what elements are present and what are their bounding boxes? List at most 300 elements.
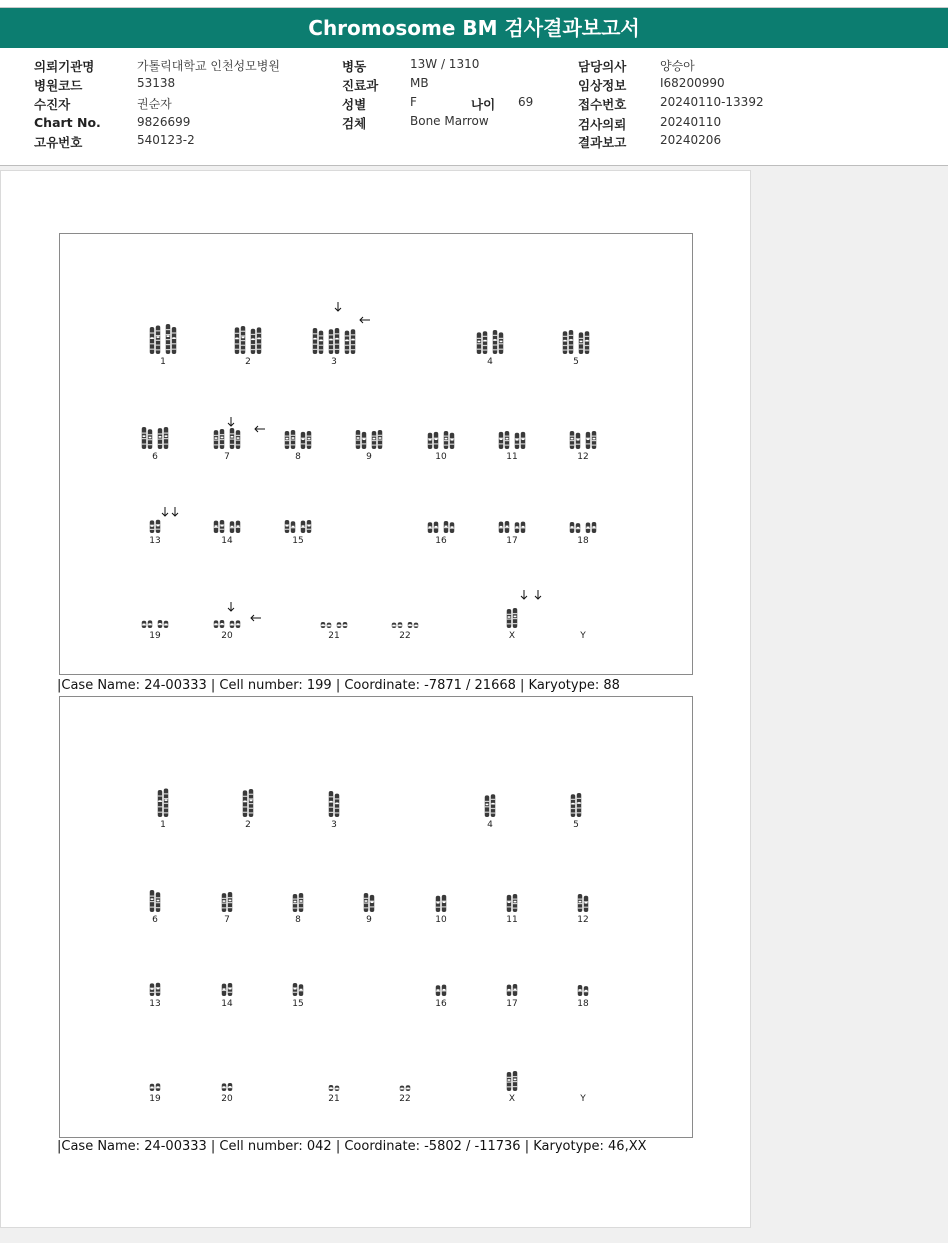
karyogram-image: [60, 234, 692, 674]
chromosome-band: [483, 345, 488, 346]
chromosome-number-label: 3: [331, 357, 337, 367]
centromere: [514, 901, 517, 903]
chromosome-band: [148, 444, 153, 445]
centromere: [242, 337, 245, 339]
chromosome-band: [356, 435, 361, 436]
chromosome-mark: [228, 892, 233, 912]
chromosome-mark: [150, 983, 155, 996]
chromosome-band: [364, 903, 369, 904]
centromere: [373, 438, 376, 440]
centromere: [151, 337, 154, 339]
chromosome-number-label: 12: [577, 915, 589, 925]
chromosome-number-label: 21: [328, 1094, 340, 1104]
centromere: [363, 438, 366, 440]
chromosome-mark: [329, 1085, 334, 1091]
field-label: 진료과: [342, 78, 379, 93]
chromosome-band: [142, 444, 147, 445]
arrow-left-icon: [251, 615, 261, 621]
chromosome-band: [329, 344, 334, 345]
centromere: [157, 900, 160, 902]
centromere: [231, 624, 234, 626]
chromosome-mark: [577, 793, 582, 817]
arrow-down-icon: [521, 590, 527, 599]
chromosome-band: [222, 898, 227, 899]
chromosome-band: [158, 433, 163, 434]
chromosome-band: [513, 623, 518, 624]
chromosome-band: [444, 445, 449, 446]
chromosome-band: [166, 344, 171, 345]
chromosome-band: [329, 334, 334, 335]
centromere: [229, 988, 232, 990]
chromosome-mark: [220, 429, 225, 449]
chromosome-mark: [299, 984, 304, 996]
chromosome-band: [329, 807, 334, 808]
centromere: [330, 1087, 333, 1089]
chromosome-mark: [570, 431, 575, 449]
centromere: [500, 526, 503, 528]
chromosome-band: [285, 444, 290, 445]
chromosome-body: [442, 895, 447, 912]
chromosome-body: [329, 791, 334, 817]
report-body: [0, 170, 751, 1228]
chromosome-mark: [370, 895, 375, 912]
chromosome-body: [507, 895, 512, 912]
chromosome-band: [142, 438, 147, 439]
chromosome-band: [220, 439, 225, 440]
chromosome-mark: [158, 428, 163, 449]
karyogram-caption: |Case Name: 24-00333 | Cell number: 199 | Coordinate: -7871 / 21668 | Karyotype: 88: [57, 678, 620, 693]
chromosome-band: [578, 899, 583, 900]
chromosome-mark: [337, 622, 342, 628]
chromosome-number-label: 17: [506, 999, 518, 1009]
chromosome-body: [222, 893, 227, 912]
centromere: [231, 526, 234, 528]
chromosome-band: [584, 907, 589, 908]
centromere: [407, 1087, 410, 1089]
chromosome-body: [499, 432, 504, 449]
centromere: [508, 1079, 511, 1081]
centromere: [516, 439, 519, 441]
centromere: [393, 625, 396, 627]
chromosome-band: [249, 798, 254, 799]
chromosome-mark: [251, 329, 256, 354]
field-label: 수진자: [34, 97, 71, 112]
arrow-down-icon: [228, 602, 234, 611]
chromosome-mark: [499, 522, 504, 533]
chromosome-band: [156, 992, 161, 993]
chromosome-band: [214, 527, 219, 528]
centromere: [571, 526, 574, 528]
chromosome-band: [164, 433, 169, 434]
chromosome-mark: [172, 327, 177, 354]
chromosome-number-label: 8: [295, 452, 301, 462]
chromosome-band: [436, 907, 441, 908]
chromosome-band: [372, 440, 377, 441]
chromosome-band: [257, 349, 262, 350]
centromere: [330, 801, 333, 803]
chromosome-mark: [228, 983, 233, 996]
chromosome-band: [569, 344, 574, 345]
chromosome-mark: [444, 431, 449, 449]
chromosome-mark: [351, 329, 356, 354]
chromosome-band: [158, 806, 163, 807]
chromosome-number-label: 9: [366, 452, 372, 462]
centromere: [215, 437, 218, 439]
chromosome-mark: [428, 433, 433, 449]
chromosome-mark: [236, 521, 241, 533]
chromosome-band: [493, 335, 498, 336]
chromosome-band: [158, 444, 163, 445]
centromere: [221, 437, 224, 439]
chromosome-band: [241, 331, 246, 332]
chromosome-band: [285, 435, 290, 436]
chromosome-band: [513, 613, 518, 614]
chromosome-mark: [214, 521, 219, 533]
chromosome-mark: [513, 984, 518, 996]
chromosome-band: [507, 1082, 512, 1083]
chromosome-band: [150, 992, 155, 993]
chromosome-band: [513, 1076, 518, 1077]
field-value: 20240110: [660, 115, 722, 129]
chromosome-band: [220, 434, 225, 435]
chromosome-band: [228, 902, 233, 903]
chromosome-band: [505, 436, 510, 437]
centromere: [151, 525, 154, 527]
chromosome-band: [307, 444, 312, 445]
centromere: [508, 901, 511, 903]
chromosome-band: [513, 1081, 518, 1082]
chromosome-mark: [345, 331, 350, 354]
chromosome-mark: [301, 432, 306, 449]
chromosome-number-label: 17: [506, 536, 518, 546]
chromosome-band: [228, 907, 233, 908]
chromosome-band: [230, 439, 235, 440]
chromosome-body: [172, 327, 177, 354]
chromosome-number-label: Y: [580, 1094, 586, 1104]
chromosome-band: [142, 433, 147, 434]
chromosome-number-label: 19: [149, 631, 161, 641]
centromere: [221, 623, 224, 625]
chromosome-number-label: 6: [152, 915, 158, 925]
chromosome-body: [236, 430, 241, 449]
chromosome-mark: [515, 433, 520, 449]
chromosome-band: [499, 338, 504, 339]
chromosome-band: [243, 796, 248, 797]
centromere: [346, 339, 349, 341]
chromosome-number-label: 5: [573, 357, 579, 367]
chromosome-mark: [442, 895, 447, 912]
centromere: [445, 526, 448, 528]
chromosome-band: [243, 812, 248, 813]
chromosome-band: [499, 349, 504, 350]
chromosome-band: [577, 798, 582, 799]
chromosome-band: [293, 992, 298, 993]
arrow-left-icon: [360, 317, 370, 323]
centromere: [514, 616, 517, 618]
chromosome-body: [243, 790, 248, 817]
chromosome-mark: [150, 1084, 155, 1091]
chromosome-band: [319, 345, 324, 346]
chromosome-band: [570, 440, 575, 441]
chromosome-band: [351, 344, 356, 345]
chromosome-band: [483, 336, 488, 337]
chromosome-band: [513, 1086, 518, 1087]
chromosome-mark: [493, 330, 498, 354]
chromosome-band: [444, 436, 449, 437]
chromosome-number-label: 21: [328, 631, 340, 641]
centromere: [435, 438, 438, 440]
chromosome-band: [335, 798, 340, 799]
chromosome-mark: [293, 983, 298, 996]
chromosome-band: [370, 906, 375, 907]
chromosome-mark: [148, 620, 153, 628]
chromosome-band: [563, 336, 568, 337]
chromosome-mark: [243, 790, 248, 817]
centromere: [522, 438, 525, 440]
chromosome-mark: [505, 431, 510, 449]
centromere: [564, 340, 567, 342]
field-value: 53138: [137, 76, 176, 90]
centromere: [516, 526, 519, 528]
centromere: [173, 337, 176, 339]
chromosome-band: [513, 990, 518, 991]
chromosome-band: [158, 439, 163, 440]
top-strip: [0, 0, 948, 8]
chromosome-band: [251, 344, 256, 345]
centromere: [231, 436, 234, 438]
centromere: [308, 525, 311, 527]
centromere: [215, 525, 218, 527]
chromosome-mark: [398, 622, 403, 628]
chromosome-band: [156, 349, 161, 350]
chromosome-body: [434, 432, 439, 449]
centromere: [322, 624, 325, 626]
chromosome-mark: [236, 620, 241, 628]
chromosome-mark: [372, 431, 377, 449]
chromosome-band: [499, 443, 504, 444]
chromosome-mark: [158, 790, 163, 817]
chromosome-band: [505, 445, 510, 446]
chromosome-band: [158, 812, 163, 813]
centromere: [494, 339, 497, 341]
chromosome-mark: [228, 1083, 233, 1091]
chromosome-band: [356, 444, 361, 445]
chromosome-mark: [307, 520, 312, 533]
chromosome-band: [450, 444, 455, 445]
centromere: [336, 1088, 339, 1090]
chromosome-band: [293, 903, 298, 904]
chromosome-band: [164, 808, 169, 809]
chromosome-mark: [513, 894, 518, 912]
chromosome-band: [491, 808, 496, 809]
chromosome-band: [356, 440, 361, 441]
centromere: [587, 438, 590, 440]
centromere: [451, 439, 454, 441]
chromosome-number-label: 18: [577, 536, 589, 546]
chromosome-mark: [222, 1083, 227, 1091]
centromere: [302, 525, 305, 527]
field-value: 9826699: [137, 115, 191, 129]
chromosome-band: [585, 336, 590, 337]
chromosome-mark: [576, 433, 581, 449]
chromosome-mark: [408, 622, 413, 628]
chromosome-band: [563, 349, 568, 350]
chromosome-band: [577, 812, 582, 813]
chromosome-mark: [521, 522, 526, 533]
centromere: [300, 989, 303, 991]
centromere: [506, 526, 509, 528]
centromere: [437, 989, 440, 991]
chromosome-mark: [436, 896, 441, 912]
centromere: [229, 900, 232, 902]
field-label: 성별: [342, 97, 367, 112]
centromere: [587, 527, 590, 529]
chromosome-band: [228, 897, 233, 898]
karyogram-caption: |Case Name: 24-00333 | Cell number: 042 | Coordinate: -5802 / -11736 | Karyotype: 46,XX: [57, 1139, 647, 1154]
centromere: [294, 988, 297, 990]
centromere: [338, 624, 341, 626]
chromosome-band: [319, 335, 324, 336]
field-label: 접수번호: [578, 97, 627, 112]
centromere: [365, 900, 368, 902]
chromosome-mark: [507, 985, 512, 996]
centromere: [580, 341, 583, 343]
chromosome-number-label: 11: [506, 452, 518, 462]
centromere: [165, 799, 168, 801]
chromosome-band: [571, 812, 576, 813]
chromosome-body: [577, 793, 582, 817]
chromosome-mark: [428, 522, 433, 533]
chromosome-number-label: 7: [224, 915, 230, 925]
chromosome-band: [507, 614, 512, 615]
chromosome-number-label: 22: [399, 1094, 411, 1104]
chromosome-band: [241, 340, 246, 341]
centromere: [221, 525, 224, 527]
chromosome-band: [571, 799, 576, 800]
chromosome-mark: [362, 432, 367, 449]
centromere: [258, 338, 261, 340]
chromosome-mark: [291, 521, 296, 533]
chromosome-band: [236, 527, 241, 528]
chromosome-mark: [592, 522, 597, 533]
chromosome-number-label: 1: [160, 357, 166, 367]
centromere: [435, 526, 438, 528]
chromosome-band: [329, 796, 334, 797]
chromosome-mark: [164, 621, 169, 628]
centromere: [585, 990, 588, 992]
centromere: [167, 335, 170, 337]
chromosome-mark: [220, 520, 225, 533]
chromosome-mark: [406, 1085, 411, 1091]
chromosome-band: [251, 349, 256, 350]
chromosome-mark: [392, 623, 397, 628]
centromere: [237, 623, 240, 625]
chromosome-mark: [166, 324, 171, 354]
chromosome-mark: [570, 522, 575, 533]
chromosome-band: [313, 333, 318, 334]
chromosome-band: [236, 444, 241, 445]
chromosome-band: [164, 812, 169, 813]
centromere: [415, 625, 418, 627]
chromosome-mark: [230, 621, 235, 628]
arrow-down-icon: [535, 590, 541, 599]
chromosome-band: [235, 349, 240, 350]
report-header: [0, 48, 948, 166]
chromosome-band: [249, 812, 254, 813]
chromosome-mark: [335, 328, 340, 354]
centromere: [478, 341, 481, 343]
chromosome-band: [172, 343, 177, 344]
chromosome-band: [569, 335, 574, 336]
centromere: [500, 438, 503, 440]
chromosome-band: [241, 345, 246, 346]
chromosome-mark: [222, 984, 227, 996]
centromere: [437, 902, 440, 904]
chromosome-band: [164, 798, 169, 799]
centromere: [445, 438, 448, 440]
chromosome-band: [579, 349, 584, 350]
chromosome-body: [251, 329, 256, 354]
chromosome-mark: [335, 794, 340, 817]
chromosome-band: [291, 444, 296, 445]
chromosome-band: [150, 349, 155, 350]
chromosome-band: [158, 795, 163, 796]
chromosome-mark: [515, 522, 520, 533]
chromosome-body: [586, 432, 591, 449]
chromosome-band: [362, 443, 367, 444]
chromosome-band: [428, 444, 433, 445]
chromosome-band: [285, 529, 290, 530]
centromere: [443, 901, 446, 903]
chromosome-body: [370, 895, 375, 912]
chromosome-mark: [563, 331, 568, 354]
centromere: [330, 339, 333, 341]
chromosome-mark: [299, 893, 304, 912]
chromosome-mark: [156, 892, 161, 912]
centromere: [157, 988, 160, 990]
chromosome-band: [434, 443, 439, 444]
chromosome-band: [335, 344, 340, 345]
centromere: [294, 901, 297, 903]
centromere: [149, 623, 152, 625]
karyogram-panel: [59, 696, 693, 1138]
chromosome-number-label: 15: [292, 999, 304, 1009]
centromere: [302, 438, 305, 440]
centromere: [223, 1086, 226, 1088]
karyogram-image: [60, 697, 692, 1137]
chromosome-band: [513, 618, 518, 619]
centromere: [506, 438, 509, 440]
chromosome-band: [507, 906, 512, 907]
chromosome-band: [313, 344, 318, 345]
field-value: Bone Marrow: [410, 114, 489, 128]
chromosome-body: [362, 432, 367, 449]
arrow-down-icon: [228, 417, 234, 426]
chromosome-mark: [434, 432, 439, 449]
field-label: 나이: [471, 97, 496, 112]
chromosome-mark: [257, 327, 262, 354]
chromosome-band: [513, 899, 518, 900]
chromosome-band: [569, 349, 574, 350]
centromere: [157, 336, 160, 338]
chromosome-band: [483, 349, 488, 350]
chromosome-band: [228, 992, 233, 993]
chromosome-mark: [585, 331, 590, 354]
chromosome-band: [319, 349, 324, 350]
field-label: 임상정보: [578, 78, 627, 93]
chromosome-band: [570, 445, 575, 446]
chromosome-band: [477, 349, 482, 350]
